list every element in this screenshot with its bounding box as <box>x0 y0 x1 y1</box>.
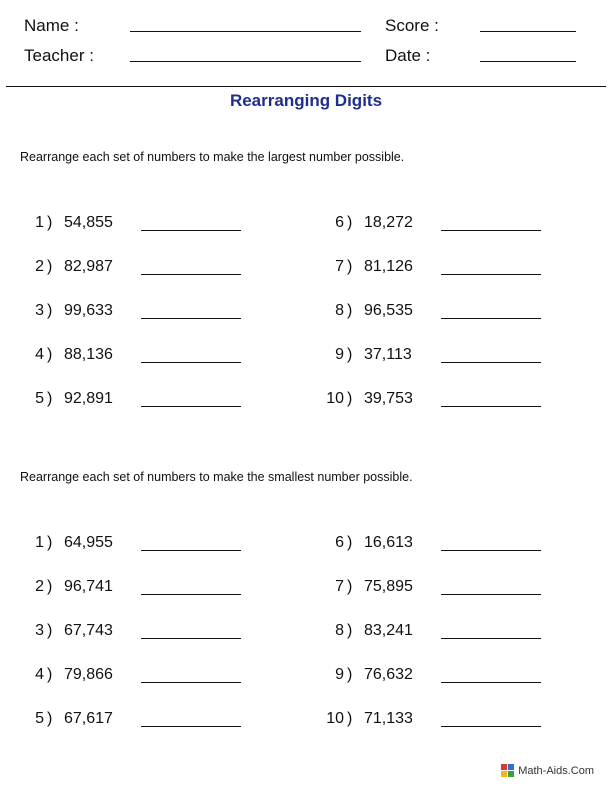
problem-number: 8 <box>335 302 344 319</box>
problem-number-paren: ) <box>47 710 53 727</box>
problem-value: 81,126 <box>364 258 413 275</box>
problem-number-paren: ) <box>347 578 353 595</box>
problem-number-paren: ) <box>47 302 53 319</box>
answer-line[interactable] <box>141 318 241 319</box>
answer-line[interactable] <box>441 230 541 231</box>
problem-number: 10 <box>326 390 344 407</box>
problem-value: 37,113 <box>364 346 412 363</box>
problem-value: 82,987 <box>64 258 113 275</box>
problem-number-paren: ) <box>47 258 53 275</box>
answer-line[interactable] <box>441 638 541 639</box>
problem-number: 2 <box>35 258 44 275</box>
problem-number-paren: ) <box>47 578 53 595</box>
problem-value: 67,743 <box>64 622 113 639</box>
answer-line[interactable] <box>141 230 241 231</box>
worksheet-title: Rearranging Digits <box>229 91 383 110</box>
problem-number: 5 <box>35 710 44 727</box>
score-label: Score : <box>385 16 439 35</box>
problem-number-paren: ) <box>347 346 353 363</box>
problem-number: 3 <box>35 622 44 639</box>
problem-number: 7 <box>335 578 344 595</box>
answer-line[interactable] <box>441 726 541 727</box>
problem-value: 92,891 <box>64 390 113 407</box>
score-field[interactable] <box>480 31 576 32</box>
problem-number-paren: ) <box>347 258 353 275</box>
problem-number: 5 <box>35 390 44 407</box>
answer-line[interactable] <box>141 682 241 683</box>
problem-value: 18,272 <box>364 214 413 231</box>
problem-value: 75,895 <box>364 578 413 595</box>
problem-value: 96,741 <box>64 578 113 595</box>
answer-line[interactable] <box>141 638 241 639</box>
problem-value: 67,617 <box>64 710 113 727</box>
problem-number: 6 <box>335 214 344 231</box>
answer-line[interactable] <box>441 406 541 407</box>
teacher-field[interactable] <box>130 61 361 62</box>
problem-number-paren: ) <box>47 214 53 231</box>
date-label: Date : <box>385 46 431 65</box>
footer-brand <box>501 764 594 777</box>
problem-number: 9 <box>335 666 344 683</box>
problem-value: 88,136 <box>64 346 113 363</box>
answer-line[interactable] <box>441 362 541 363</box>
footer-brand-text: Math-Aids.Com <box>518 764 594 777</box>
answer-line[interactable] <box>141 594 241 595</box>
problem-value: 54,855 <box>64 214 113 231</box>
answer-line[interactable] <box>441 682 541 683</box>
date-field[interactable] <box>480 61 576 62</box>
problem-value: 64,955 <box>64 534 113 551</box>
problem-number-paren: ) <box>347 302 353 319</box>
problem-value: 83,241 <box>364 622 413 639</box>
answer-line[interactable] <box>441 594 541 595</box>
math-aids-logo-icon <box>501 764 514 777</box>
problem-number-paren: ) <box>47 622 53 639</box>
problem-value: 76,632 <box>364 666 413 683</box>
problem-value: 39,753 <box>364 390 413 407</box>
section-1-instruction: Rearrange each set of numbers to make the largest number possible. <box>20 150 405 164</box>
problem-value: 99,633 <box>64 302 113 319</box>
problem-number: 8 <box>335 622 344 639</box>
answer-line[interactable] <box>441 318 541 319</box>
problem-number: 6 <box>335 534 344 551</box>
answer-line[interactable] <box>141 726 241 727</box>
problem-number: 9 <box>335 346 344 363</box>
teacher-label: Teacher : <box>24 46 94 65</box>
problem-number-paren: ) <box>347 666 353 683</box>
name-label: Name : <box>24 16 79 35</box>
problem-number-paren: ) <box>347 622 353 639</box>
answer-line[interactable] <box>141 274 241 275</box>
answer-line[interactable] <box>141 406 241 407</box>
problem-value: 96,535 <box>364 302 413 319</box>
name-field[interactable] <box>130 31 361 32</box>
problem-number: 7 <box>335 258 344 275</box>
answer-line[interactable] <box>441 550 541 551</box>
problem-number-paren: ) <box>47 666 53 683</box>
answer-line[interactable] <box>141 550 241 551</box>
problem-number-paren: ) <box>47 534 53 551</box>
section-2-instruction: Rearrange each set of numbers to make the smallest number possible. <box>20 470 413 484</box>
problem-number-paren: ) <box>47 390 53 407</box>
problem-number: 10 <box>326 710 344 727</box>
problem-number: 1 <box>35 214 44 231</box>
problem-number-paren: ) <box>347 390 353 407</box>
problem-number: 1 <box>35 534 44 551</box>
problem-number-paren: ) <box>347 534 353 551</box>
problem-number-paren: ) <box>347 710 353 727</box>
problem-number: 3 <box>35 302 44 319</box>
header-divider <box>6 86 606 87</box>
problem-number-paren: ) <box>347 214 353 231</box>
problem-value: 79,866 <box>64 666 113 683</box>
problem-number: 4 <box>35 346 44 363</box>
problem-value: 16,613 <box>364 534 413 551</box>
problem-number: 2 <box>35 578 44 595</box>
answer-line[interactable] <box>441 274 541 275</box>
problem-number-paren: ) <box>47 346 53 363</box>
problem-value: 71,133 <box>364 710 413 727</box>
answer-line[interactable] <box>141 362 241 363</box>
problem-number: 4 <box>35 666 44 683</box>
